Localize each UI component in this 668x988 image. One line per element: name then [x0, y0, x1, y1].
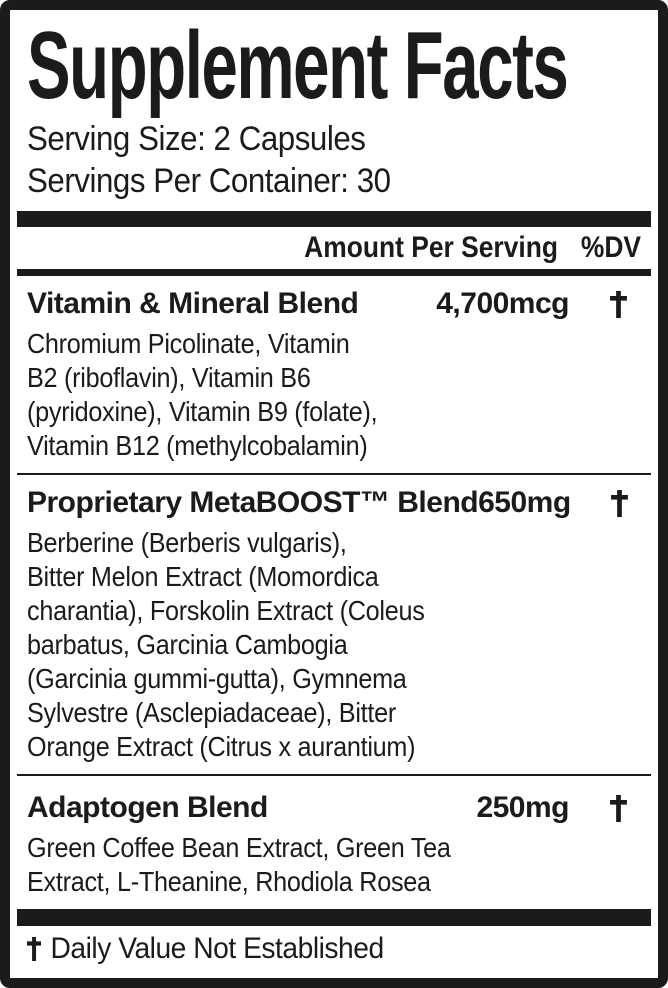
column-header-row	[101, 229, 641, 267]
dagger-icon	[27, 937, 41, 961]
divider-medium	[17, 269, 651, 276]
ingredient-line: charantia), Forskolin Extract (Coleus	[27, 595, 425, 627]
blend-name: Adaptogen Blend	[27, 791, 268, 824]
blend-ingredients	[27, 327, 580, 463]
footnote	[27, 926, 604, 972]
ingredient-line: B2 (riboflavin), Vitamin B6	[27, 362, 311, 394]
blend-name: Proprietary MetaBOOST™ Blend	[27, 486, 479, 520]
footer-group	[17, 909, 651, 972]
ingredient-line: Bitter Melon Extract (Momordica	[27, 561, 379, 593]
amount-per-serving-header: Amount Per Serving	[304, 230, 558, 264]
blend-name: Vitamin & Mineral Blend	[27, 287, 359, 321]
ingredient-line: Extract, L-Theanine, Rhodiola Rosea	[27, 866, 431, 897]
ingredient-line: Green Coffee Bean Extract, Green Tea	[27, 832, 451, 863]
blend-amount: 250mg	[476, 791, 569, 824]
footnote-text: Daily Value Not Established	[50, 932, 384, 965]
divider-thick-bottom	[17, 909, 651, 926]
blend-amount: 650mg	[478, 486, 571, 520]
dagger-icon	[595, 291, 641, 318]
ingredient-line: Chromium Picolinate, Vitamin	[27, 328, 350, 360]
blend-ingredients	[27, 526, 580, 764]
serving-info	[27, 118, 641, 202]
label-title: Supplement Facts	[27, 12, 568, 119]
blend-header-row	[27, 284, 641, 324]
blend-header-row	[27, 483, 641, 523]
percent-dv-header: %DV	[580, 230, 641, 264]
ingredient-line: Berberine (Berberis vulgaris),	[27, 527, 347, 559]
ingredient-line: Orange Extract (Citrus x aurantium)	[27, 731, 416, 763]
blend-section-metaboost	[17, 475, 651, 774]
ingredient-line: barbatus, Garcinia Cambogia	[27, 629, 348, 661]
divider-thick-top	[17, 211, 651, 227]
dagger-icon	[597, 490, 643, 517]
blend-header-row	[27, 788, 641, 828]
servings-per-container: Servings Per Container: 30	[27, 162, 391, 200]
ingredient-line: Sylvestre (Asclepiadaceae), Bitter	[27, 697, 396, 729]
blend-section-vitamin-mineral	[17, 276, 651, 473]
blend-amount: 4,700mcg	[436, 287, 569, 321]
ingredient-line: (Garcinia gummi-gutta), Gymnema	[27, 663, 407, 695]
ingredient-line: Vitamin B12 (methylcobalamin)	[27, 430, 368, 462]
dagger-icon	[595, 795, 641, 822]
serving-size: Serving Size: 2 Capsules	[27, 120, 366, 158]
blend-ingredients	[27, 831, 580, 899]
blend-section-adaptogen	[17, 776, 651, 909]
ingredient-line: (pyridoxine), Vitamin B9 (folate),	[27, 396, 378, 428]
